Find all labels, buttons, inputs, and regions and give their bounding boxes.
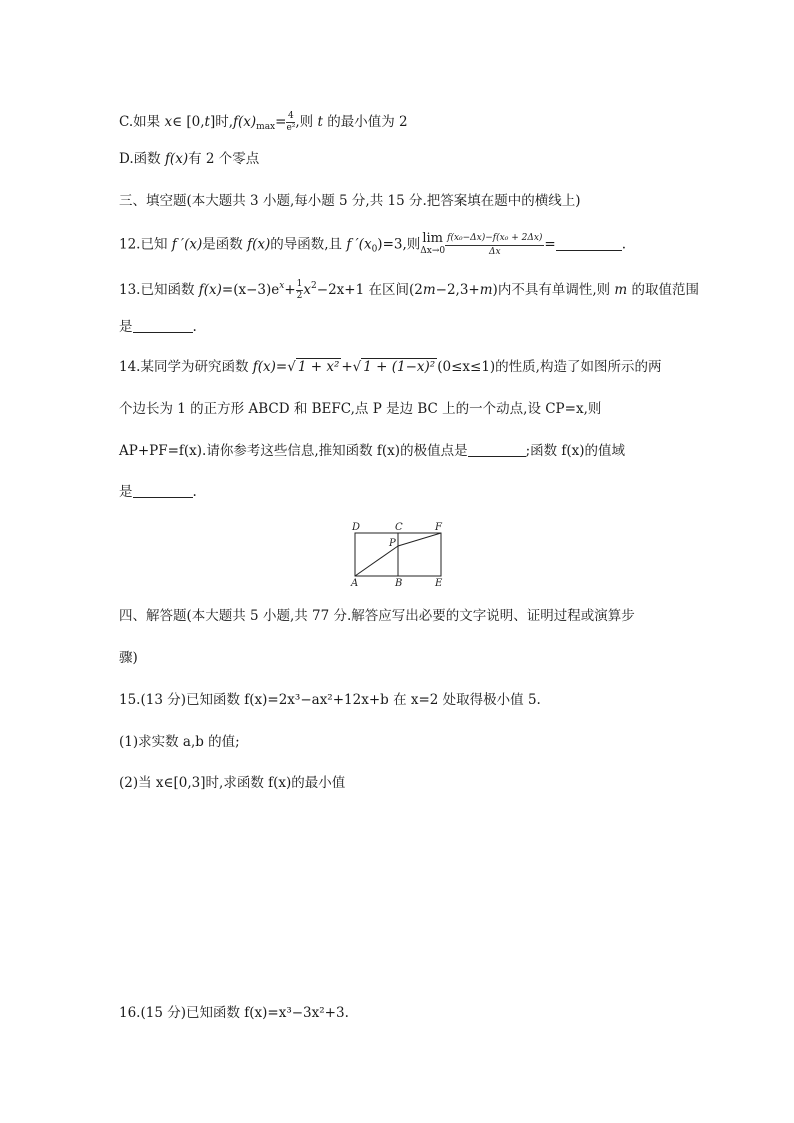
var-x: x [303,282,312,298]
period: . [192,484,197,500]
function-fx: f(x) [247,236,271,253]
lim-subscript: Δx→0 [420,246,446,256]
segment-ap [355,546,398,576]
question-12 [119,232,626,260]
q13-expr-5: 的取值范围 [627,282,700,298]
plus: + [341,359,353,375]
function-fx: f(x) [164,151,189,167]
option-c [119,111,408,137]
q14-line3-mid: ;函数 f(x)的值域 [525,443,626,459]
var-m: m [479,282,493,298]
fraction-numerator: 4 [288,111,294,121]
label-b: B [395,578,403,589]
difference-quotient [445,232,544,258]
radicand-1: 1 + x² [297,359,340,375]
label-d: D [352,522,361,533]
var-x: x [164,114,173,130]
q13-line2-prefix: 是 [119,319,133,335]
equals: = [275,114,287,130]
option-c-tail: 的最小值为 2 [322,114,408,130]
limit-operator [420,233,445,257]
var-t: t [204,114,210,130]
option-d [119,149,259,169]
radicand-2: 1 + (1−x)² [363,359,436,375]
interval-close: ]时, [209,114,233,130]
max-subscript: max [256,122,276,132]
question-14-line-4 [119,482,197,502]
q13-expr-3: −2,3+ [435,282,480,298]
q14-line3-prefix: AP+PF=f(x).请你参考这些信息,推知函数 f(x)的极值点是 [119,443,468,459]
question-13 [119,276,699,302]
option-d-prefix: D.函数 [119,151,165,167]
q13-prefix: 13.已知函数 [119,282,199,298]
section-4-heading-cont: 骤) [119,650,138,666]
option-c-prefix: C.如果 [119,114,165,130]
q13-expr-1: =(x−3)e [221,282,280,298]
q12-text-2: 的导函数,且 [270,236,347,253]
question-14-line-3 [119,441,625,461]
label-f: F [435,522,442,533]
question-13-line-2 [119,317,197,337]
exponent-2: 2 [311,281,317,291]
interval-open: ∈ [0, [172,114,205,130]
label-p: P [389,538,396,549]
var-m: m [422,282,436,298]
two-squares-figure [346,518,446,590]
fraction-denominator: e² [286,123,296,133]
equals: = [544,236,556,253]
question-15-part-2: (2)当 x∈[0,3]时,求函数 f(x)的最小值 [119,775,346,791]
label-c: C [395,522,403,533]
quotient-denominator: Δx [488,247,501,257]
q12-condition: )=3,则 [377,236,421,253]
function-fx: f(x) [233,114,257,130]
answer-blank-q14-extreme[interactable] [468,442,526,457]
q12-prefix: 12.已知 [119,236,172,253]
period: . [621,236,627,253]
then: ,则 [295,114,318,130]
q13-expr-4: )内不具有单调性,则 [492,282,615,298]
plus: + [284,282,296,298]
q13-expr-2: −2x+1 在区间(2 [316,282,423,298]
half-denominator: 2 [296,291,303,301]
answer-blank-q12[interactable] [556,236,622,251]
answer-blank-q14-range[interactable] [133,483,193,498]
question-14 [119,357,661,377]
question-15: 15.(13 分)已知函数 f(x)=2x³−ax²+12x+b 在 x=2 处取得极小值 5. [119,692,541,708]
var-m: m [614,282,628,298]
function-fx: f(x) [252,359,276,375]
period: . [192,319,197,335]
quotient-numerator: f(x₀−Δx)−f(x₀ + 2Δx) [445,232,544,246]
q12-text-1: 是函数 [202,236,248,253]
question-15-part-1: (1)求实数 a,b 的值; [119,734,240,750]
section-4-heading: 四、解答题(本大题共 5 小题,共 77 分.解答应写出必要的文字说明、证明过程或演算步 [119,608,635,624]
label-a: A [351,578,359,589]
half-numerator: 1 [296,279,303,289]
segment-pf [398,533,441,546]
option-d-tail: 有 2 个零点 [188,151,260,167]
equals: = [275,359,288,375]
sqrt-term-2: √ 1 + (1−x)² [352,359,436,375]
exponent-x: x [279,281,285,291]
section-3-heading: 三、填空题(本大题共 3 小题,每小题 5 分,共 15 分.把答案填在题中的横线上) [119,193,581,209]
q14-condition: (0≤x≤1)的性质,构造了如图所示的两 [437,359,662,375]
answer-blank-q13[interactable] [133,318,193,333]
q14-line4-prefix: 是 [119,484,133,500]
lim-text: lim [422,231,444,246]
subscript-0: 0 [371,244,378,255]
question-16: 16.(15 分)已知函数 f(x)=x³−3x²+3. [119,1005,349,1021]
derivative-fprime: f ′(x) [171,236,203,253]
sqrt-term-1: √ 1 + x² [287,359,340,375]
q14-prefix: 14.某同学为研究函数 [119,359,253,375]
var-t-2: t [317,114,323,130]
label-e: E [435,578,443,589]
derivative-at-x0: f ′(x [346,236,372,253]
question-14-line-2: 个边长为 1 的正方形 ABCD 和 BEFC,点 P 是边 BC 上的一个动点,设 CP=x,则 [119,401,602,417]
function-fx: f(x) [198,282,222,298]
